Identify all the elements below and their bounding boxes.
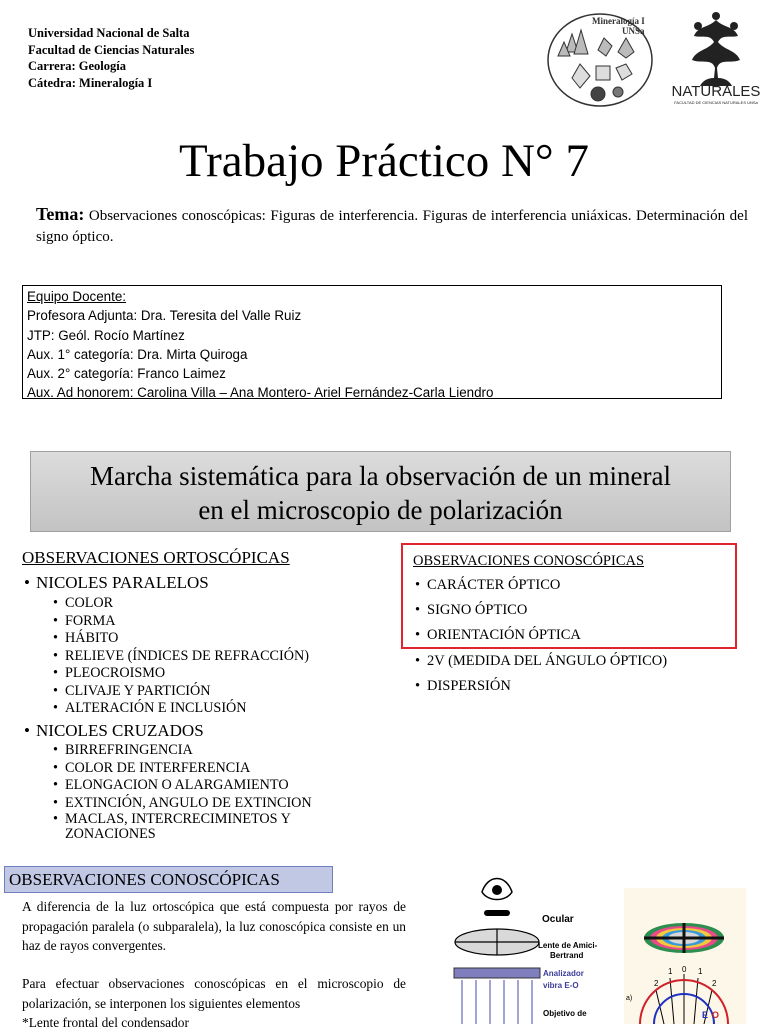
list-item: • COLOR (53, 595, 114, 611)
list-item: • RELIEVE (ÍNDICES DE REFRACCIÓN) (53, 647, 309, 664)
isochromes-ellipse (644, 923, 724, 953)
list-item: • COLOR DE INTERFERENCIA (53, 759, 251, 776)
bullet-icon: • (24, 721, 30, 740)
figure-label: 2 (654, 979, 659, 988)
plant-icon (692, 12, 740, 86)
eye-icon (482, 879, 512, 900)
figure-label: 1 (668, 967, 673, 976)
figure-label: 2 (712, 979, 717, 988)
list-item: • 2V (MEDIDA DEL ÁNGULO ÓPTICO) (415, 653, 668, 669)
list-item: • MACLAS, INTERCRECIMINETOS Y (53, 811, 291, 827)
list-item: • ELONGACION O ALARGAMIENTO (53, 777, 289, 793)
march-banner (30, 451, 731, 532)
figure-label-o: O (712, 1010, 720, 1020)
ocular-lens (484, 910, 510, 916)
label-vibra: vibra E-O (543, 981, 579, 990)
figure-background (624, 888, 746, 1024)
mineralogia-logo (546, 12, 654, 108)
team-member: Aux. 2° categoría: Franco Laimez (27, 366, 226, 382)
team-box (22, 285, 722, 399)
institution-line: Universidad Nacional de Salta (28, 26, 190, 40)
list-item: • ORIENTACIÓN ÓPTICA (415, 627, 581, 643)
team-member: Profesora Adjunta: Dra. Teresita del Valle Ruiz (27, 308, 302, 324)
institution-header (28, 25, 194, 91)
microscope-conoscopy-figure (440, 872, 610, 1024)
cruzados-heading-text: NICOLES CRUZADOS (36, 721, 204, 740)
cruzados-list (53, 742, 312, 842)
tema-label: Tema: (36, 204, 85, 224)
march-banner-line2: en el microscopio de polarización (198, 495, 563, 525)
team-member: Aux. 1° categoría: Dra. Mirta Quiroga (27, 346, 248, 362)
naturales-logo (668, 8, 764, 108)
conoscopicas-paragraph-1: A diferencia de la luz ortoscópica que está compuesta por rayos de propagación paralela (o subparalela), la luz conoscópica consiste en un haz de rayos convergentes. (22, 899, 406, 953)
team-member: Aux. Ad honorem: Carolina Villa – Ana Montero- Ariel Fernández-Carla Liendro (27, 385, 494, 401)
conoscopicas-paragraph-2: Para efectuar observaciones conoscópicas en el microscopio de polarización, se interponen los siguientes elementos (22, 976, 406, 1011)
list-item: • BIRREFRINGENCIA (53, 742, 193, 758)
conoscopicas-section-heading: OBSERVACIONES CONOSCÓPICAS (4, 866, 333, 893)
list-item-continuation: ZONACIONES (65, 826, 156, 842)
list-item: • CLIVAJE Y PARTICIÓN (53, 682, 211, 699)
analizador-plate (454, 968, 540, 978)
paralelos-heading-text: NICOLES PARALELOS (36, 573, 209, 592)
team-member: JTP: Geól. Rocío Martínez (27, 327, 185, 343)
list-item: • ALTERACIÓN E INCLUSIÓN (53, 700, 247, 716)
list-item: • EXTINCIÓN, ANGULO DE EXTINCION (53, 794, 312, 811)
list-item: • PLEOCROISMO (53, 665, 166, 681)
march-banner-line1: Marcha sistemática para la observación de un mineral (89, 461, 671, 491)
institution-line: Cátedra: Mineralogía I (28, 75, 153, 90)
page-title: Trabajo Práctico N° 7 (179, 135, 589, 187)
conoscopicas-list-heading: OBSERVACIONES CONOSCÓPICAS (413, 553, 645, 569)
tema-block (36, 204, 748, 248)
list-item: • FORMA (53, 612, 116, 629)
tema-text: Observaciones conoscópicas: Figuras de interferencia. Figuras de interferencia uniáxicas. Determinación del signo óptico. (36, 208, 748, 245)
figure-label: 0 (682, 965, 687, 974)
bullet-icon: • (24, 573, 30, 592)
label-bertrand: Bertrand (550, 951, 584, 960)
paralelos-list (53, 595, 309, 718)
list-item: • HÁBITO (53, 630, 119, 646)
convergent-rays (462, 980, 532, 1024)
interference-figure (620, 888, 748, 1024)
list-item: • CARÁCTER ÓPTICO (415, 577, 561, 593)
label-analizador: Analizador (543, 969, 584, 978)
institution-line: Facultad de Ciencias Naturales (28, 42, 195, 57)
list-item: • DISPERSIÓN (415, 678, 511, 694)
cruzados-heading (24, 721, 204, 741)
team-title: Equipo Docente: (27, 289, 127, 304)
figure-label: 1 (698, 967, 703, 976)
label-objetivo: Objetivo de (543, 1009, 587, 1018)
logo-naturales-subtext: FACULTAD DE CIENCIAS NATURALES UNSa (674, 100, 758, 105)
label-ocular: Ocular (542, 914, 574, 925)
figure-label-e: E (702, 1010, 709, 1020)
logo-naturales-text: NATURALES (671, 83, 761, 100)
ortoscopicas-heading: OBSERVACIONES ORTOSCÓPICAS (22, 548, 290, 567)
list-item: • SIGNO ÓPTICO (415, 602, 528, 618)
institution-line: Carrera: Geología (28, 59, 126, 73)
label-amici: Lente de Amici- (538, 941, 598, 950)
figure-corner-label: a) (626, 995, 633, 1002)
conoscopicas-paragraph-3: *Lente frontal del condensador (22, 1015, 189, 1030)
paralelos-heading (24, 573, 209, 593)
logo-mineralogia-line1: Mineralogía I (592, 16, 645, 26)
logo-mineralogia-line2: UNSa (622, 26, 645, 36)
